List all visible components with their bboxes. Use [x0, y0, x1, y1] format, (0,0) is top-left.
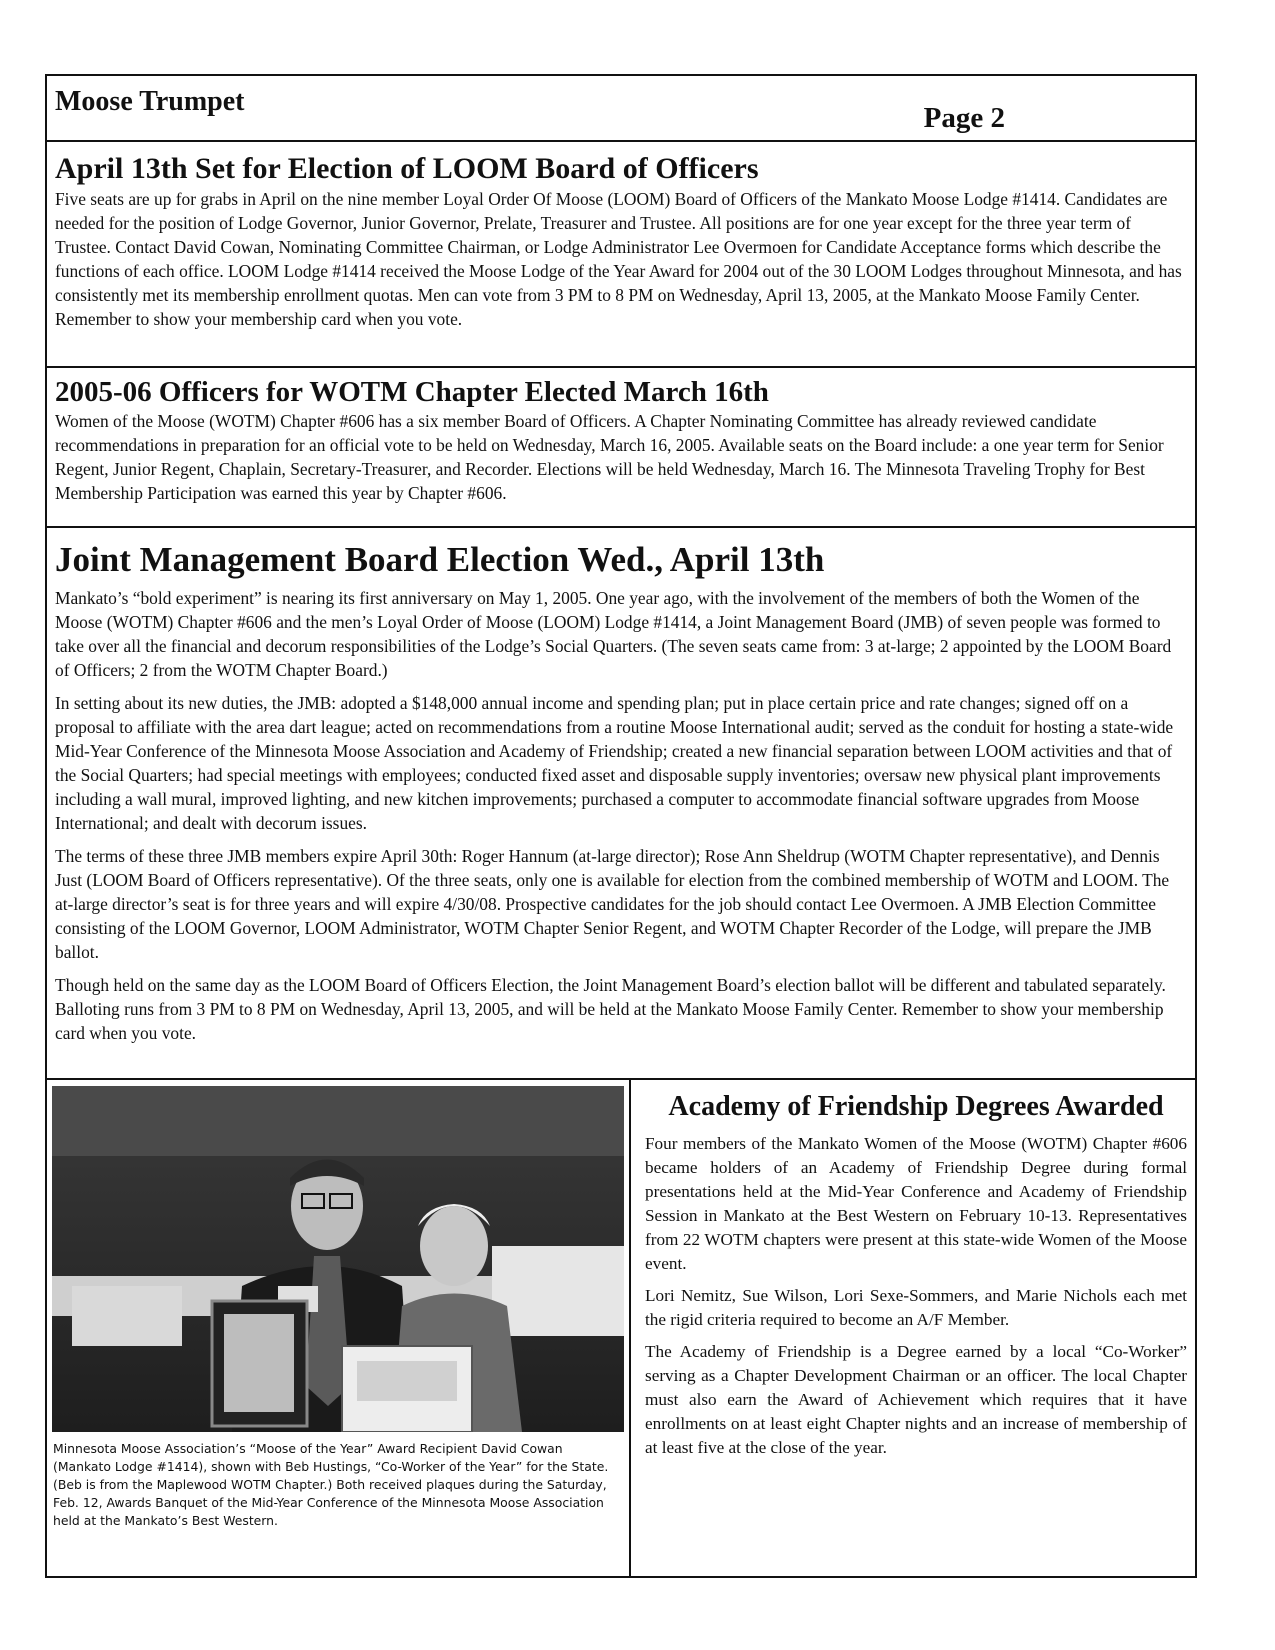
article-paragraph: Though held on the same day as the LOOM Board of Officers Election, the Joint Management Board’s election ballot will be different and tabulated separately. Balloting runs from 3 PM to 8 PM on Wednesday, April 13, 2005, and will be held at the Mankato Moose Family Center. Remember to show your membership card when you vote.: [55, 975, 1166, 1044]
article-jmb-election: [45, 526, 1197, 1078]
photo-caption: Minnesota Moose Association’s “Moose of the Year” Award Recipient David Cowan (Mankato Lodge #1414), shown with Beb Hustings, “Co-Worker of the Year” for the State. (Beb is from the Maplewood WOTM Chapter.) Both received plaques during the Saturday, Feb. 12, Awards Banquet of the Mid-Year Conference of the Minnesota Moose Association held at the Mankato’s Best Western.: [53, 1441, 609, 1528]
article-loom-election: [45, 140, 1197, 366]
article-headline: April 13th Set for Election of LOOM Board of Officers: [55, 152, 759, 185]
article-paragraph: The terms of these three JMB members expire April 30th: Roger Hannum (at-large director); Rose Ann Sheldrup (WOTM Chapter representative), and Dennis Just (LOOM Board of Officers representative). Of the three seats, only one is available for election from the combined membership of WOTM and LOOM. The at-large director’s seat is for three years and will expire 4/30/08. Prospective candidates for the job should contact Lee Overmoen. A JMB Election Committee consisting of the LOOM Governor, LOOM Administrator, WOTM Chapter Senior Regent, and WOTM Chapter Recorder of the Lodge, will prepare the JMB ballot.: [55, 846, 1170, 963]
bottom-section: [45, 1078, 1197, 1578]
page-number: Page 2: [923, 102, 1005, 134]
article-headline: Joint Management Board Election Wed., April 13th: [55, 540, 825, 579]
photo-column: [47, 1080, 631, 1576]
article-wotm-officers: [45, 366, 1197, 526]
article-paragraph: In setting about its new duties, the JMB: adopted a $148,000 annual income and spending plan; put in place certain price and rate changes; signed off on a proposal to affiliate with the area dart league; acted on recommendations from a routine Moose International audit; served as the conduit for hosting a state-wide Mid-Year Conference of the Minnesota Moose Association and Academy of Friendship; created a new financial separation between LOOM activities and that of the Social Quarters; had special meetings with employees; conducted fixed asset and disposable supply inventories; oversaw new physical plant improvements including a wall mural, improved lighting, and new kitchen improvements; purchased a computer to accommodate financial software upgrades from Moose International; and dealt with decorum issues.: [55, 693, 1174, 834]
article-body: Women of the Moose (WOTM) Chapter #606 has a six member Board of Officers. A Chapter Nominating Committee has already reviewed candidate recommendations in preparation for an official vote to be held on Wednesday, March 16, 2005. Available seats on the Board include: a one year term for Senior Regent, Junior Regent, Chaplain, Secretary-Treasurer, and Recorder. Elections will be held Wednesday, March 16. The Minnesota Traveling Trophy for Best Membership Participation was earned this year by Chapter #606.: [55, 411, 1164, 504]
article-body: Five seats are up for grabs in April on the nine member Loyal Order Of Moose (LOOM) Board of Officers of the Mankato Moose Lodge #1414. Candidates are needed for the position of Lodge Governor, Junior Governor, Prelate, Treasurer and Trustee. All positions are for one year except for the three year term of Trustee. Contact David Cowan, Nominating Committee Chairman, or Lodge Administrator Lee Overmoen for Candidate Acceptance forms which describe the functions of each office. LOOM Lodge #1414 received the Moose Lodge of the Year Award for 2004 out of the 30 LOOM Lodges throughout Minnesota, and has consistently met its membership enrollment quotas. Men can vote from 3 PM to 8 PM on Wednesday, April 13, 2005, at the Mankato Moose Family Center. Remember to show your membership card when you vote.: [55, 188, 1182, 329]
masthead: [45, 74, 1197, 140]
award-photo: [52, 1086, 624, 1432]
article-paragraph: Lori Nemitz, Sue Wilson, Lori Sexe-Sommers, and Marie Nichols each met the rigid criteria required to become an A/F Member.: [645, 1286, 1187, 1329]
article-headline: 2005-06 Officers for WOTM Chapter Elected March 16th: [55, 376, 769, 408]
article-paragraph: The Academy of Friendship is a Degree earned by a local “Co-Worker” serving as a Chapter Development Chairman or an officer. The local Chapter must also earn the Award of Achievement which requires that it have enrollments on at least eight Chapter nights and an increase of membership of at least five at the close of the year.: [645, 1342, 1187, 1457]
article-paragraph: Four members of the Mankato Women of the Moose (WOTM) Chapter #606 became holders of an Academy of Friendship Degree during formal presentations held at the Mid-Year Conference and Academy of Friendship Session in Mankato at the Best Western on February 10-13. Representatives from 22 WOTM chapters were present at this state-wide Women of the Moose event.: [645, 1134, 1187, 1273]
article-academy-of-friendship: [637, 1080, 1193, 1576]
article-headline: Academy of Friendship Degrees Awarded: [668, 1091, 1164, 1122]
newsletter-title: Moose Trumpet: [55, 86, 245, 117]
article-paragraph: Mankato’s “bold experiment” is nearing its first anniversary on May 1, 2005. One year ago, with the involvement of the members of both the Women of the Moose (WOTM) Chapter #606 and the men’s Loyal Order of Moose (LOOM) Lodge #1414, a Joint Management Board (JMB) of seven people was formed to take over all the financial and decorum responsibilities of the Lodge’s Social Quarters. (The seven seats came from: 3 at-large; 2 appointed by the LOOM Board of Officers; 2 from the WOTM Chapter Board.): [55, 588, 1172, 681]
